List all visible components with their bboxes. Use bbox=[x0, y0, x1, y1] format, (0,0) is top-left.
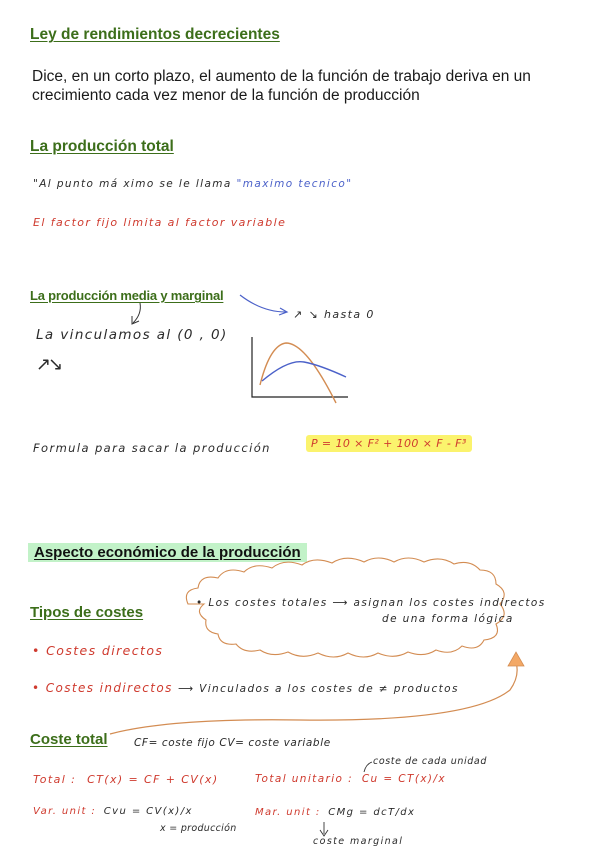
note-term-maximo-tecnico: "maximo tecnico" bbox=[236, 178, 353, 190]
formula-label-unitario: Total unitario : bbox=[255, 773, 354, 785]
formula-var-unit bbox=[33, 806, 193, 817]
definitions-cf-cv: CF= coste fijo CV= coste variable bbox=[134, 737, 331, 749]
formula-cvu: Cvu = CV(x)/x bbox=[103, 806, 193, 817]
formula-mar-unit bbox=[255, 807, 415, 818]
formula-label-var-unit: Var. unit : bbox=[33, 806, 97, 817]
note-coste-cada-unidad: coste de cada unidad bbox=[373, 756, 487, 767]
formula-label: Formula para sacar la producción bbox=[33, 441, 271, 455]
section-title-aspecto: Aspecto económico de la producción bbox=[28, 543, 307, 562]
formula-unitario bbox=[255, 773, 446, 785]
section-title-ley: Ley de rendimientos decrecientes bbox=[30, 26, 280, 43]
up-down-arrows-icon: ↗↘ bbox=[36, 354, 61, 375]
paragraph-line: crecimiento cada vez menor de la función de producción bbox=[32, 87, 420, 104]
note-factor-fijo: El factor fijo limita al factor variable bbox=[33, 216, 287, 229]
formula-cu: Cu = CT(x)/x bbox=[361, 773, 446, 785]
note-coste-marginal: coste marginal bbox=[313, 836, 404, 847]
arrow-to-cu bbox=[364, 762, 372, 772]
cloud-line: de una forma lógica bbox=[382, 613, 514, 625]
item-detail: ⟶ Vinculados a los costes de ≠ productos bbox=[177, 683, 459, 695]
section-title-coste-total: Coste total bbox=[30, 731, 108, 748]
note-x-produccion: x = producción bbox=[160, 823, 237, 834]
paragraph-line: Dice, en un corto plazo, el aumento de la función de trabajo deriva en un bbox=[32, 68, 531, 85]
formula-ct: CT(x) = CF + CV(x) bbox=[87, 773, 219, 786]
formula-highlight: P = 10 × F² + 100 × F - F³ bbox=[306, 435, 472, 452]
formula-label-total: Total : bbox=[33, 773, 77, 786]
note-text: "Al punto má ximo se le llama bbox=[33, 178, 232, 190]
section-title-tipos-costes: Tipos de costes bbox=[30, 604, 144, 621]
cloud-line: • Los costes totales ⟶ asignan los costes indirectos bbox=[196, 597, 546, 609]
formula-label-mar-unit: Mar. unit : bbox=[255, 807, 321, 818]
note-vinculamos: La vinculamos al (0 , 0) bbox=[36, 327, 228, 343]
section-title-produccion-total: La producción total bbox=[30, 138, 174, 155]
section-title-produccion-media: La producción media y marginal bbox=[30, 288, 224, 303]
note-hasta-cero: ↗ ↘ hasta 0 bbox=[293, 308, 375, 321]
formula-cmg: CMg = dcT/dx bbox=[328, 807, 416, 818]
item-costes-directos: • Costes directos bbox=[32, 643, 164, 658]
item-label: • Costes indirectos bbox=[32, 681, 173, 695]
